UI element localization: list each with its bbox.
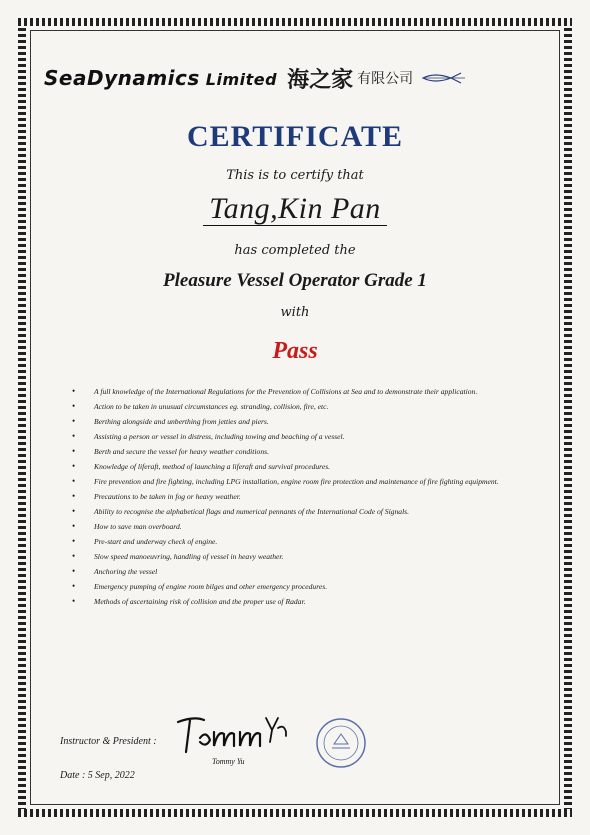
skill-item: • Fire prevention and fire fighting, including LPG installation, engine room fire protection and maintenance of fire fighting equipment.: [62, 474, 522, 489]
certificate-title: CERTIFICATE: [186, 120, 404, 153]
company-limited: Limited: [205, 70, 278, 89]
completed-line: has completed the: [234, 243, 356, 258]
signer-name: Tommy Yu: [212, 757, 245, 766]
issue-date: Date : 5 Sep, 2022: [60, 770, 135, 781]
company-name-zh: 海之家: [287, 67, 354, 93]
signature-label: Instructor & President :: [60, 736, 157, 747]
skill-item: • Berth and secure the vessel for heavy weather conditions.: [62, 444, 522, 459]
skill-item: • Assisting a person or vessel in distress, including towing and beaching of a vessel.: [62, 429, 522, 444]
company-seal-stamp: [314, 716, 368, 770]
skill-item: • Pre-start and underway check of engine.: [62, 534, 522, 549]
company-header: [44, 58, 544, 98]
skill-item: • How to save man overboard.: [62, 519, 522, 534]
skills-list: [62, 384, 522, 609]
skill-item: • Anchoring the vessel: [62, 564, 522, 579]
skill-item: • Action to be taken in unusual circumstances eg. stranding, collision, fire, etc.: [62, 399, 522, 414]
certify-line: This is to certify that: [226, 168, 364, 183]
skill-item: • Slow speed manoeuvring, handling of vessel in heavy weather.: [62, 549, 522, 564]
course-name: Pleasure Vessel Operator Grade 1: [163, 270, 427, 291]
recipient-name: Tang,Kin Pan: [0, 192, 590, 226]
with-line: with: [280, 305, 310, 320]
company-suffix-zh: 有限公司: [357, 71, 414, 87]
skill-item: • Emergency pumping of engine room bilges and other emergency procedures.: [62, 579, 522, 594]
company-name-en: SeaDynamics Limited: [44, 66, 278, 90]
skill-item: • Berthing alongside and unberthing from jetties and piers.: [62, 414, 522, 429]
result-text: Pass: [272, 338, 318, 364]
skill-item: • Precautions to be taken in fog or heavy weather.: [62, 489, 522, 504]
handwritten-signature: [174, 712, 294, 760]
skill-item: • Knowledge of liferaft, method of launching a liferaft and survival procedures.: [62, 459, 522, 474]
skill-item: • Methods of ascertaining risk of collision and the proper use of Radar.: [62, 594, 522, 609]
skill-item: • A full knowledge of the International Regulations for the Prevention of Collisions at Sea and to demonstrate their application.: [62, 384, 522, 399]
skill-item: • Ability to recognise the alphabetical flags and numerical pennants of the International Code of Signals.: [62, 504, 522, 519]
fish-logo-icon: [421, 70, 467, 86]
